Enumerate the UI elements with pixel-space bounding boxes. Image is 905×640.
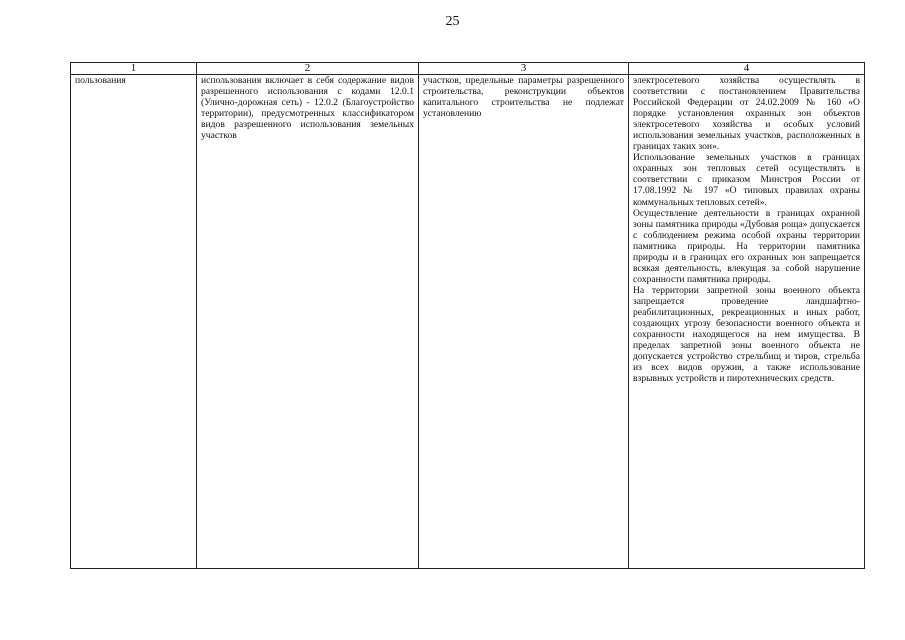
column-header-4: 4 — [629, 63, 865, 75]
cell-col4-paragraph: электросетевого хозяйства осуществлять в соответствии с постановлением Правительства Российской Федерации от 24.02.2009 № 160 «О порядке установления охранных зон объектов электросетевого хозяйства и особых условий использования земельных участков, расположенных в границах таких зон». — [633, 75, 860, 153]
cell-col4-paragraph: Осуществление деятельности в границах охранной зоны памятника природы «Дубовая роща» допускается с соблюдением режима особой охраны территории памятника природы. На территории памятника природы и в границах его охранных зон запрещается всякая деятельность, влекущая за собой нарушение сохранности памятника природы. — [633, 207, 860, 285]
table-header-row — [71, 63, 865, 75]
page-number: 25 — [445, 14, 460, 29]
cell-col4 — [629, 75, 865, 569]
column-header-1: 1 — [71, 63, 197, 75]
cell-col4-paragraph: На территории запретной зоны военного объекта запрещается проведение ландшафтно-реабилитационных, рекреационных и иных работ, создающих угрозу безопасности военного объекта и сохранности находящегося на нем имущества. В пределах запретной зоны военного объекта не допускается устройство стрельбищ и тиров, стрельба из всех видов оружия, а также использование взрывных устройств и пиротехнических средств. — [633, 284, 860, 385]
column-header-3: 3 — [419, 63, 629, 75]
cell-col3-text: участков, предельные параметры разрешенного строительства, реконструкции объектов капитального строительства не подлежат установлению — [423, 75, 624, 120]
table-row — [71, 75, 865, 569]
cell-col4-paragraph: Использование земельных участков в границах охранных зон тепловых сетей осуществлять в соответствии с приказом Минстроя России от 17.08.1992 № 197 «О типовых правилах охраны коммунальных тепловых сетей». — [633, 152, 860, 208]
cell-col2-text: использования включает в себя содержание видов разрешенного использования с кодами 12.0.1 (Улично-дорожная сеть) - 12.0.2 (Благоустройство территории), предусмотренных классификатором видов разрешенного использования земельных участков — [201, 75, 414, 142]
cell-col1 — [71, 75, 197, 569]
cell-col2 — [197, 75, 419, 569]
cell-col1-text: пользования — [75, 75, 126, 86]
cell-col3 — [419, 75, 629, 569]
regulations-table — [70, 62, 865, 569]
column-header-2: 2 — [197, 63, 419, 75]
